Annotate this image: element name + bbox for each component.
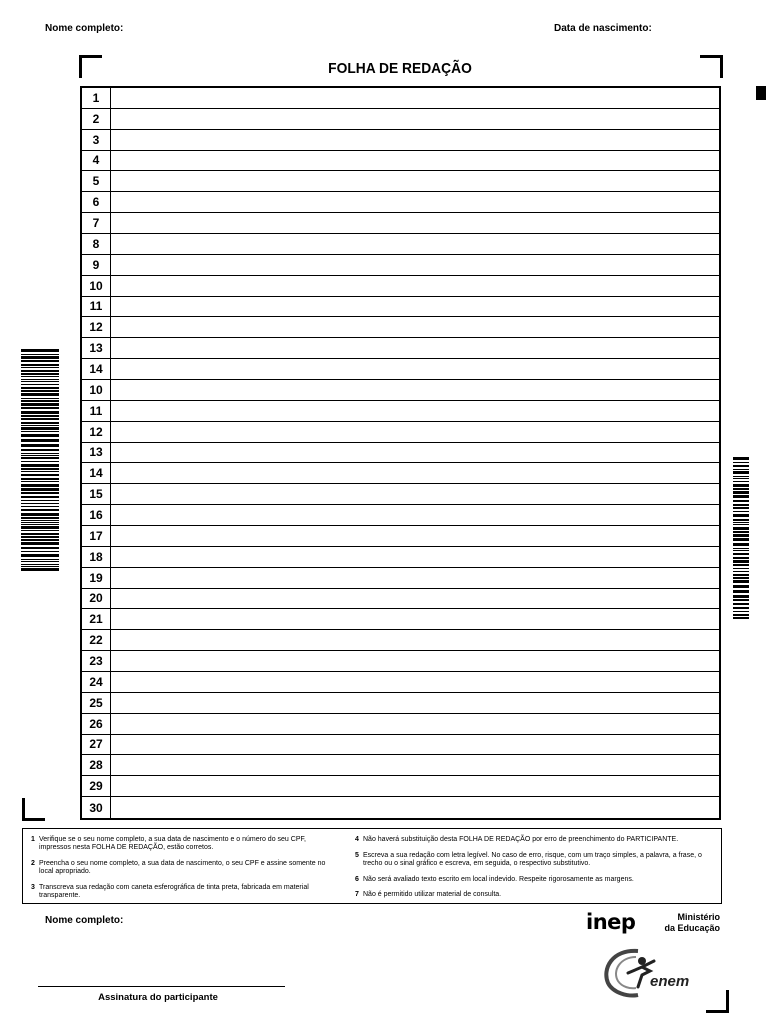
barcode-bar xyxy=(21,559,59,560)
line-number: 6 xyxy=(82,192,111,212)
barcode-bar xyxy=(21,370,59,372)
barcode-bar xyxy=(21,547,59,549)
barcode-bar xyxy=(733,617,749,619)
line-number: 3 xyxy=(82,130,111,150)
corner-mark-bottom-left xyxy=(22,798,45,821)
essay-line[interactable] xyxy=(82,755,719,776)
barcode-bar xyxy=(733,514,749,517)
barcode-bar xyxy=(21,503,59,504)
line-number: 15 xyxy=(82,484,111,504)
barcode-bar xyxy=(733,471,749,474)
birth-date-label: Data de nascimento: xyxy=(554,23,652,34)
essay-line[interactable] xyxy=(82,401,719,422)
essay-line[interactable] xyxy=(82,589,719,610)
line-number: 20 xyxy=(82,589,111,609)
line-number: 16 xyxy=(82,505,111,525)
barcode-bar xyxy=(733,481,749,482)
barcode-bar xyxy=(733,522,749,523)
barcode-bar xyxy=(21,387,59,389)
signature-line[interactable] xyxy=(38,986,285,987)
barcode-bar xyxy=(733,484,749,487)
barcode-bar xyxy=(21,522,59,523)
line-number: 13 xyxy=(82,443,111,463)
barcode-bar xyxy=(733,599,749,601)
line-number: 23 xyxy=(82,651,111,671)
instruction-3: 3 Transcreva sua redação com caneta esferográfica de tinta preta, fabricada em material transparente. xyxy=(31,884,309,899)
barcode-bar xyxy=(21,453,59,454)
line-number: 22 xyxy=(82,630,111,650)
barcode-bar xyxy=(21,431,59,432)
line-number: 2 xyxy=(82,109,111,129)
line-number: 24 xyxy=(82,672,111,692)
barcode-bar xyxy=(21,418,59,420)
barcode-bar xyxy=(21,539,59,541)
barcode-bar xyxy=(733,527,749,530)
footer-name-label: Nome completo: xyxy=(45,915,124,926)
barcode-bar xyxy=(733,538,749,541)
line-number: 17 xyxy=(82,526,111,546)
line-number: 11 xyxy=(82,297,111,317)
barcode-bar xyxy=(21,415,59,417)
barcode-bar xyxy=(21,500,59,501)
essay-line[interactable] xyxy=(82,693,719,714)
line-number: 28 xyxy=(82,755,111,775)
essay-line[interactable] xyxy=(82,276,719,297)
barcode-bar xyxy=(21,471,59,472)
barcode-bar xyxy=(21,457,59,459)
barcode-bar xyxy=(733,585,749,588)
instruction-2: 2 Preencha o seu nome completo, a sua data de nascimento, o seu CPF e assine somente no local apropriado. xyxy=(31,860,326,875)
barcode-bar xyxy=(733,548,749,549)
barcode-bar xyxy=(733,543,749,546)
line-number: 27 xyxy=(82,735,111,755)
line-number: 19 xyxy=(82,568,111,588)
barcode-bar xyxy=(733,577,749,579)
line-number: 10 xyxy=(82,380,111,400)
barcode-bar xyxy=(21,411,59,414)
essay-line[interactable] xyxy=(82,714,719,735)
barcode-bar xyxy=(21,488,59,491)
essay-line[interactable] xyxy=(82,213,719,234)
barcode-bar xyxy=(21,390,59,392)
barcode-bar xyxy=(733,504,749,506)
barcode-bar xyxy=(21,542,59,545)
barcode-bar xyxy=(21,400,59,402)
enem-swirl-icon xyxy=(598,943,700,999)
barcode-bar xyxy=(21,398,59,399)
barcode-bar xyxy=(733,478,749,479)
barcode-bar xyxy=(733,595,749,598)
essay-line[interactable] xyxy=(82,651,719,672)
line-number: 7 xyxy=(82,213,111,233)
line-number: 29 xyxy=(82,776,111,796)
essay-line[interactable] xyxy=(82,609,719,630)
essay-line[interactable] xyxy=(82,484,719,505)
essay-line[interactable] xyxy=(82,192,719,213)
instruction-4: 4 Não haverá substituição desta FOLHA DE REDAÇÃO por erro de preenchimento do PARTICIPANTE. xyxy=(355,836,679,843)
line-number: 21 xyxy=(82,609,111,629)
barcode-bar xyxy=(733,507,749,509)
essay-line[interactable] xyxy=(82,255,719,276)
essay-line[interactable] xyxy=(82,380,719,401)
barcode-bar xyxy=(21,403,59,406)
barcode-bar xyxy=(21,517,59,519)
barcode-bar xyxy=(21,492,59,494)
barcode-bar xyxy=(21,530,59,531)
essay-lines-grid xyxy=(80,86,721,820)
essay-line[interactable] xyxy=(82,776,719,797)
barcode-bar xyxy=(21,379,59,380)
barcode-bar xyxy=(733,531,749,533)
barcode-bar xyxy=(733,550,749,551)
corner-mark-top-right xyxy=(700,55,723,78)
barcode-bar xyxy=(733,511,749,512)
barcode-bar xyxy=(21,513,59,516)
barcode-bar xyxy=(733,571,749,572)
line-number: 14 xyxy=(82,463,111,483)
barcode-bar xyxy=(21,444,59,447)
barcode-bar xyxy=(21,427,59,430)
line-number: 13 xyxy=(82,338,111,358)
barcode-bar xyxy=(21,533,59,535)
barcode-bar xyxy=(733,500,749,502)
barcode-bar xyxy=(733,491,749,494)
barcode-bar xyxy=(733,469,749,470)
essay-line[interactable] xyxy=(82,526,719,547)
enem-logo: enem xyxy=(598,943,700,999)
essay-line[interactable] xyxy=(82,422,719,443)
essay-line[interactable] xyxy=(82,109,719,130)
essay-line[interactable] xyxy=(82,797,719,818)
instruction-7: 7 Não é permitido utilizar material de consulta. xyxy=(355,891,502,898)
barcode-bar xyxy=(21,461,59,462)
essay-line[interactable] xyxy=(82,443,719,464)
line-number: 5 xyxy=(82,171,111,191)
line-number: 11 xyxy=(82,401,111,421)
sheet-title: FOLHA DE REDAÇÃO xyxy=(328,60,472,77)
barcode-bar xyxy=(21,520,59,521)
barcode-bar xyxy=(733,553,749,555)
essay-line[interactable] xyxy=(82,171,719,192)
barcode-bar xyxy=(21,393,59,396)
line-number: 30 xyxy=(82,797,111,818)
barcode-bar xyxy=(21,551,59,552)
barcode-bar xyxy=(21,468,59,470)
line-number: 4 xyxy=(82,151,111,171)
essay-line[interactable] xyxy=(82,317,719,338)
essay-line[interactable] xyxy=(82,505,719,526)
barcode-bar xyxy=(21,364,59,366)
corner-mark-bottom-right xyxy=(706,990,729,1013)
instruction-5: 5 Escreva a sua redação com letra legível. No caso de erro, risque, com um traço simples, a palavra, a frase, o trecho ou o sinal gráfico e escreva, em seguida, o respectivo substitutivo. xyxy=(355,852,702,867)
essay-line[interactable] xyxy=(82,735,719,756)
essay-line[interactable] xyxy=(82,297,719,318)
line-number: 9 xyxy=(82,255,111,275)
essay-line[interactable] xyxy=(82,338,719,359)
instruction-1: 1 Verifique se o seu nome completo, a sua data de nascimento e o número do seu CPF, impressos nesta FOLHA DE REDAÇÃO, estão corretos. xyxy=(31,836,306,851)
essay-line[interactable] xyxy=(82,130,719,151)
barcode-bar xyxy=(21,536,59,538)
essay-line[interactable] xyxy=(82,359,719,380)
barcode-bar xyxy=(733,476,749,477)
line-number: 12 xyxy=(82,422,111,442)
barcode-bar xyxy=(21,373,59,375)
name-label: Nome completo: xyxy=(45,23,124,34)
barcode-bar xyxy=(21,524,59,525)
line-number: 12 xyxy=(82,317,111,337)
barcode-bar xyxy=(21,367,59,368)
barcode-bar xyxy=(733,488,749,490)
line-number: 18 xyxy=(82,547,111,567)
barcode-bar xyxy=(733,495,749,498)
ministry-label: Ministério da Educação xyxy=(664,912,720,933)
barcode-bar xyxy=(21,566,59,567)
barcode-bar xyxy=(21,349,59,352)
barcode-bar xyxy=(733,519,749,521)
barcode-bar xyxy=(733,611,749,612)
barcode-bar xyxy=(21,481,59,482)
barcode-bar xyxy=(21,561,59,562)
essay-line[interactable] xyxy=(82,151,719,172)
barcode-bar xyxy=(21,384,59,385)
barcode-bar xyxy=(21,526,59,529)
barcode-bar xyxy=(733,603,749,605)
barcode-bar xyxy=(21,356,59,359)
instruction-6: 6 Não será avaliado texto escrito em local indevido. Respeite rigorosamente as margens. xyxy=(355,876,634,883)
timing-mark xyxy=(756,86,766,100)
barcode-right xyxy=(733,457,749,621)
barcode-bar xyxy=(733,560,749,563)
line-number: 10 xyxy=(82,276,111,296)
barcode-bar xyxy=(21,554,59,557)
barcode-bar xyxy=(21,564,59,565)
barcode-bar xyxy=(21,407,59,409)
barcode-bar xyxy=(21,360,59,362)
barcode-bar xyxy=(733,465,749,467)
essay-line[interactable] xyxy=(82,547,719,568)
barcode-bar xyxy=(733,574,749,576)
barcode-bar xyxy=(21,474,59,476)
barcode-bar xyxy=(21,381,59,382)
barcode-bar xyxy=(733,557,749,559)
corner-mark-top-left xyxy=(79,55,102,78)
instructions-box xyxy=(22,828,722,904)
barcode-bar xyxy=(21,484,59,487)
barcode-bar xyxy=(733,614,749,616)
essay-line[interactable] xyxy=(82,672,719,693)
inep-logo: inep xyxy=(586,910,636,934)
barcode-bar xyxy=(733,564,749,566)
essay-line[interactable] xyxy=(82,568,719,589)
barcode-bar xyxy=(733,580,749,583)
line-number: 14 xyxy=(82,359,111,379)
essay-line[interactable] xyxy=(82,88,719,109)
barcode-bar xyxy=(21,506,59,507)
barcode-bar xyxy=(733,607,749,609)
essay-line[interactable] xyxy=(82,463,719,484)
barcode-bar xyxy=(21,496,59,498)
line-number: 1 xyxy=(82,88,111,108)
barcode-bar xyxy=(21,509,59,511)
essay-line[interactable] xyxy=(82,630,719,651)
barcode-bar xyxy=(733,457,749,460)
barcode-bar xyxy=(21,439,59,442)
barcode-bar xyxy=(21,376,59,377)
barcode-bar xyxy=(21,425,59,426)
barcode-bar xyxy=(21,568,59,571)
barcode-left xyxy=(21,349,59,571)
barcode-bar xyxy=(21,422,59,424)
signature-label: Assinatura do participante xyxy=(98,992,218,1003)
barcode-bar xyxy=(21,354,59,355)
barcode-bar xyxy=(21,478,59,480)
barcode-bar xyxy=(733,462,749,463)
barcode-bar xyxy=(21,434,59,437)
essay-line[interactable] xyxy=(82,234,719,255)
barcode-bar xyxy=(21,464,59,467)
barcode-bar xyxy=(21,449,59,451)
barcode-bar xyxy=(21,455,59,456)
line-number: 25 xyxy=(82,693,111,713)
barcode-bar xyxy=(733,534,749,537)
line-number: 8 xyxy=(82,234,111,254)
barcode-bar xyxy=(733,524,749,525)
barcode-bar xyxy=(733,590,749,593)
line-number: 26 xyxy=(82,714,111,734)
barcode-bar xyxy=(733,568,749,569)
